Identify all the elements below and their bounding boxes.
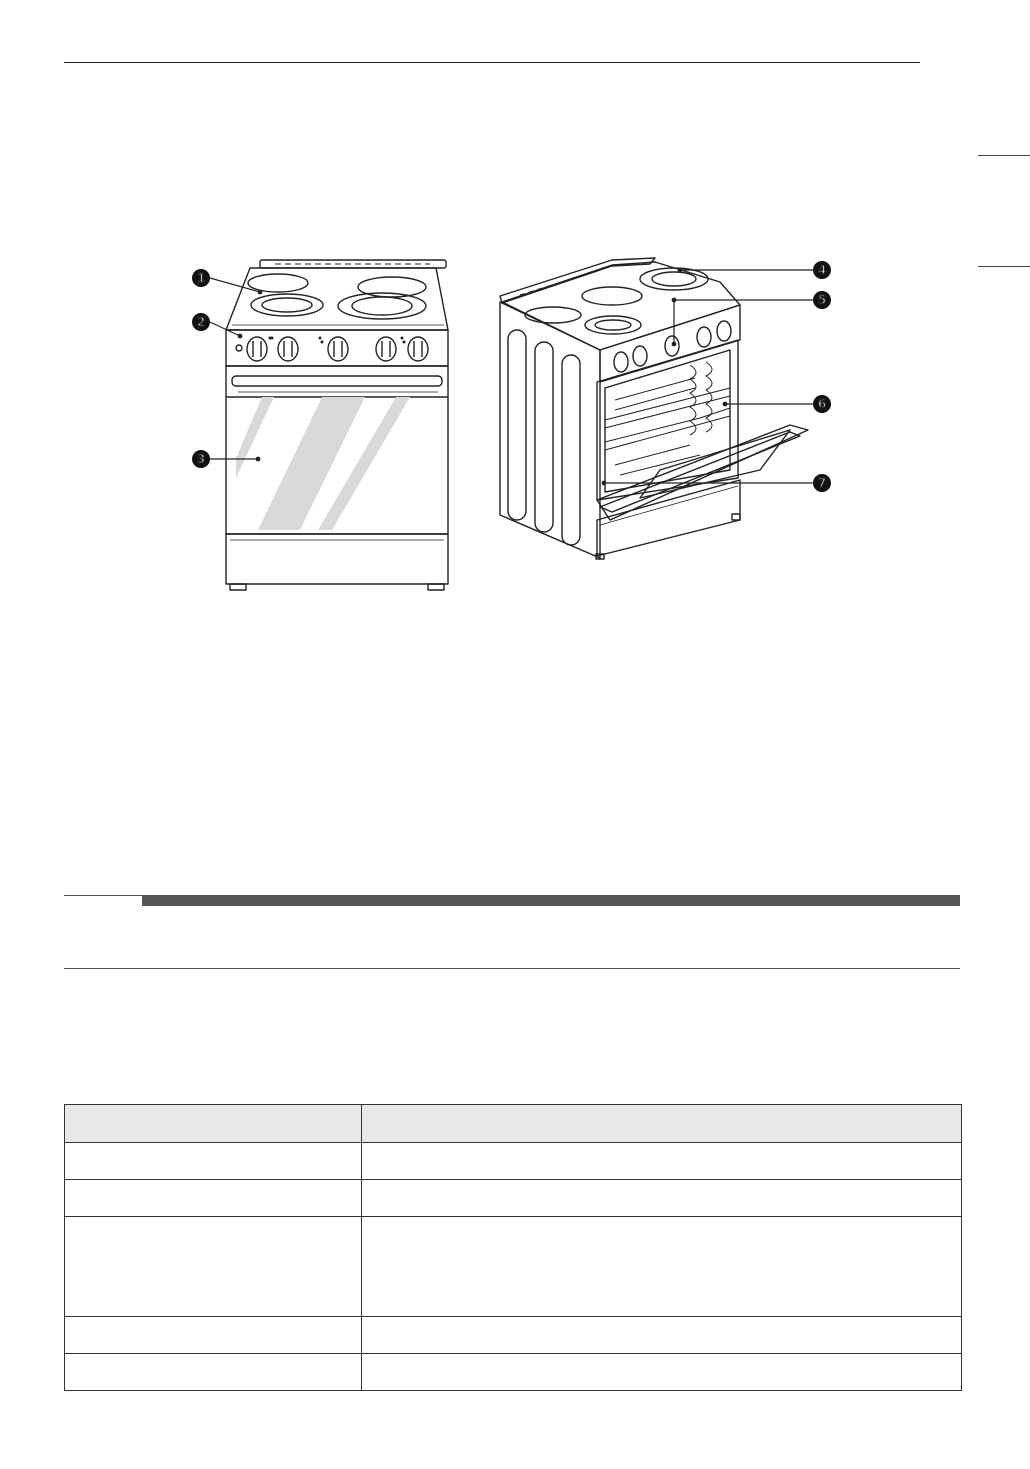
callout-5	[813, 291, 831, 309]
table-cell	[65, 1143, 362, 1180]
side-tab-top-marker	[978, 155, 1030, 156]
leg-right	[428, 584, 444, 590]
table-row	[65, 1143, 962, 1180]
knobs-perspective	[614, 321, 731, 372]
table-row	[65, 1217, 962, 1317]
table-cell	[362, 1143, 962, 1180]
storage-drawer	[226, 534, 448, 584]
callout-3	[192, 450, 210, 468]
table-header-cell	[65, 1105, 362, 1143]
door-glass-reflection	[236, 397, 410, 530]
callout-6	[813, 395, 831, 413]
table-header-row	[65, 1105, 962, 1143]
callout-2-number: 2	[196, 315, 206, 329]
spec-table	[64, 1104, 962, 1391]
table-cell	[65, 1217, 362, 1317]
callout-1-number: 1	[196, 271, 206, 285]
knobs-front	[236, 337, 428, 361]
table-row	[65, 1180, 962, 1217]
side-tab-bottom-marker	[978, 266, 1030, 267]
callout-4-number: 4	[817, 263, 827, 277]
table-cell	[362, 1354, 962, 1391]
range-illustration	[180, 250, 840, 600]
leg-left	[230, 584, 246, 590]
table-row	[65, 1317, 962, 1354]
table-cell	[65, 1317, 362, 1354]
table-cell	[362, 1180, 962, 1217]
section-heading-underline	[64, 968, 960, 969]
callout-7	[813, 474, 831, 492]
header-rule	[64, 62, 920, 63]
section-heading-left-rule	[64, 895, 142, 896]
range-front-view	[226, 260, 448, 590]
callout-1	[192, 269, 210, 287]
cooktop-perspective	[502, 262, 740, 350]
callout-7-number: 7	[817, 476, 827, 490]
table-cell	[65, 1354, 362, 1391]
oven-racks	[605, 362, 730, 475]
callout-5-number: 5	[817, 293, 827, 307]
range-perspective-view	[500, 258, 808, 559]
callout-6-number: 6	[817, 397, 827, 411]
cooktop-front	[232, 274, 444, 325]
table-cell	[362, 1317, 962, 1354]
table-cell	[362, 1217, 962, 1317]
callout-3-number: 3	[196, 452, 206, 466]
table-cell	[65, 1180, 362, 1217]
table-row	[65, 1354, 962, 1391]
table-header-cell	[362, 1105, 962, 1143]
callout-4	[813, 261, 831, 279]
section-heading-band	[142, 895, 960, 906]
door-handle	[232, 376, 442, 386]
callout-2	[192, 313, 210, 331]
